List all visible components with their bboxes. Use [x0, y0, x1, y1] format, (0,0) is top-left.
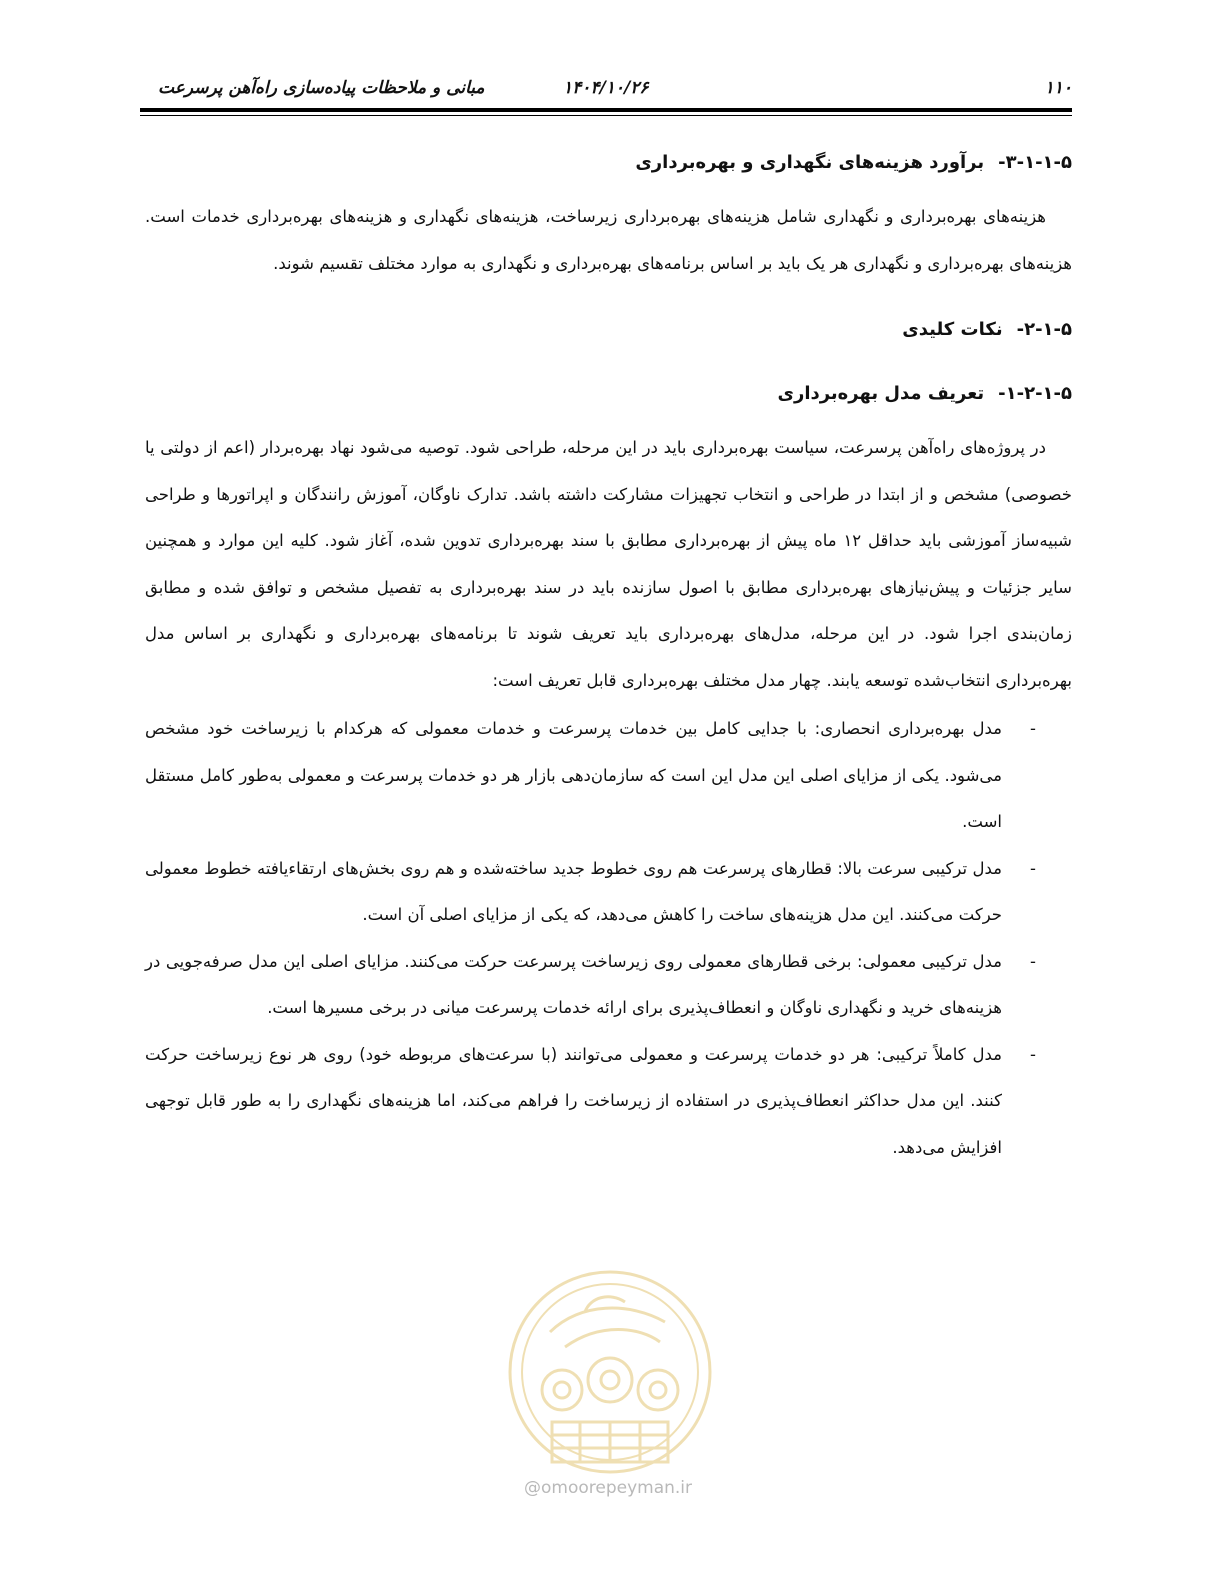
- page-number: ۱۱۰: [1044, 78, 1072, 98]
- section-number: ۱-۲-۱-۵-: [998, 383, 1072, 404]
- paragraph-maintenance-costs: هزینه‌های بهره‌برداری و نگهداری شامل هزینه‌های بهره‌برداری زیرساخت، هزینه‌های نگهداری و هزینه‌های بهره‌برداری خدمات است. هزینه‌های بهره‌برداری و نگهداری هر یک باید بر اساس برنامه‌های بهره‌برداری و نگهداری به موارد مختلف تقسیم شوند.: [145, 207, 1072, 273]
- list-item: [145, 846, 1072, 939]
- section-number: ۲-۱-۵-: [1016, 319, 1072, 340]
- list-item-text: مدل بهره‌برداری انحصاری: با جدایی کامل بین خدمات پرسرعت و خدمات معمولی که هرکدام با زیرساخت خود مشخص می‌شود. یکی از مزایای اصلی این مدل این است که سازمان‌دهی بازار هر دو خدمات پرسرعت و معمولی به‌طور کامل مستقل است.: [145, 719, 1002, 831]
- list-item-text: مدل کاملاً ترکیبی: هر دو خدمات پرسرعت و معمولی می‌توانند (با سرعت‌های مربوطه خود) روی هر نوع زیرساخت حرکت کنند. این مدل حداکثر انعطاف‌پذیری در استفاده از زیرساخت را فراهم می‌کند، اما هزینه‌های نگهداری را به طور قابل توجهی افزایش می‌دهد.: [145, 1044, 1002, 1157]
- list-item: [145, 939, 1072, 1032]
- list-item: [145, 1032, 1072, 1172]
- header-date: ۱۴۰۴/۱۰/۲۶: [563, 78, 649, 98]
- page-header: [158, 74, 1072, 104]
- section-number: ۳-۱-۱-۵-: [998, 152, 1072, 173]
- section-title: نکات کلیدی: [902, 319, 1003, 340]
- operating-models-list: [145, 706, 1072, 1171]
- header-rule-thick: [140, 108, 1072, 112]
- header-rule-thin: [140, 115, 1072, 116]
- watermark-seal-icon: [490, 1262, 730, 1512]
- page-content: [145, 140, 1072, 1171]
- list-item: [145, 706, 1072, 846]
- section-heading-operating-model: [145, 373, 1072, 415]
- section-heading-key-points: [145, 309, 1072, 351]
- section-title: تعریف مدل بهره‌برداری: [777, 383, 985, 404]
- bullet-marker: -: [1030, 1044, 1036, 1064]
- bullet-marker: -: [1030, 858, 1036, 878]
- paragraph-operating-model: در پروژه‌های راه‌آهن پرسرعت، سیاست بهره‌برداری باید در این مرحله، طراحی شود. توصیه می‌شود نهاد بهره‌بردار (اعم از دولتی یا خصوصی) مشخص و از ابتدا در طراحی و انتخاب تجهیزات مشارکت داشته باشد. تدارک ناوگان، آموزش رانندگان و اپراتورها و طراحی شبیه‌ساز آموزشی باید حداقل ۱۲ ماه پیش از بهره‌برداری مطابق با سند بهره‌برداری تدوین شده، آغاز شود. کلیه این موارد و همچنین سایر جزئیات و پیش‌نیازهای بهره‌برداری مطابق با اصول سازنده باید در سند بهره‌برداری به تفصیل مشخص و توافق شده و مطابق زمان‌بندی اجرا شود. در این مرحله، مدل‌های بهره‌برداری باید تعریف شوند تا برنامه‌های بهره‌برداری و نگهداری بر اساس مدل بهره‌برداری انتخاب‌شده توسعه یابند. چهار مدل مختلف بهره‌برداری قابل تعریف است:: [145, 438, 1072, 690]
- running-title: مبانی و ملاحظات پیاده‌سازی راه‌آهن پرسرعت: [158, 78, 485, 98]
- list-item-text: مدل ترکیبی معمولی: برخی قطارهای معمولی روی زیرساخت پرسرعت حرکت می‌کنند. مزایای اصلی این مدل صرفه‌جویی در هزینه‌های خرید و نگهداری ناوگان و انعطاف‌پذیری برای ارائه خدمات پرسرعت میانی در برخی مسیرها است.: [145, 951, 1002, 1017]
- list-item-text: مدل ترکیبی سرعت بالا: قطارهای پرسرعت هم روی خطوط جدید ساخته‌شده و هم روی بخش‌های ارتقاءیافته خطوط معمولی حرکت می‌کنند. این مدل هزینه‌های ساخت را کاهش می‌دهد، که یکی از مزایای اصلی آن است.: [145, 858, 1002, 924]
- section-heading-maintenance-costs: [145, 142, 1072, 184]
- section-title: برآورد هزینه‌های نگهداری و بهره‌برداری: [635, 152, 985, 173]
- watermark-url: @omoorepeyman.ir: [523, 1478, 693, 1498]
- bullet-marker: -: [1030, 951, 1036, 971]
- bullet-marker: -: [1030, 719, 1036, 738]
